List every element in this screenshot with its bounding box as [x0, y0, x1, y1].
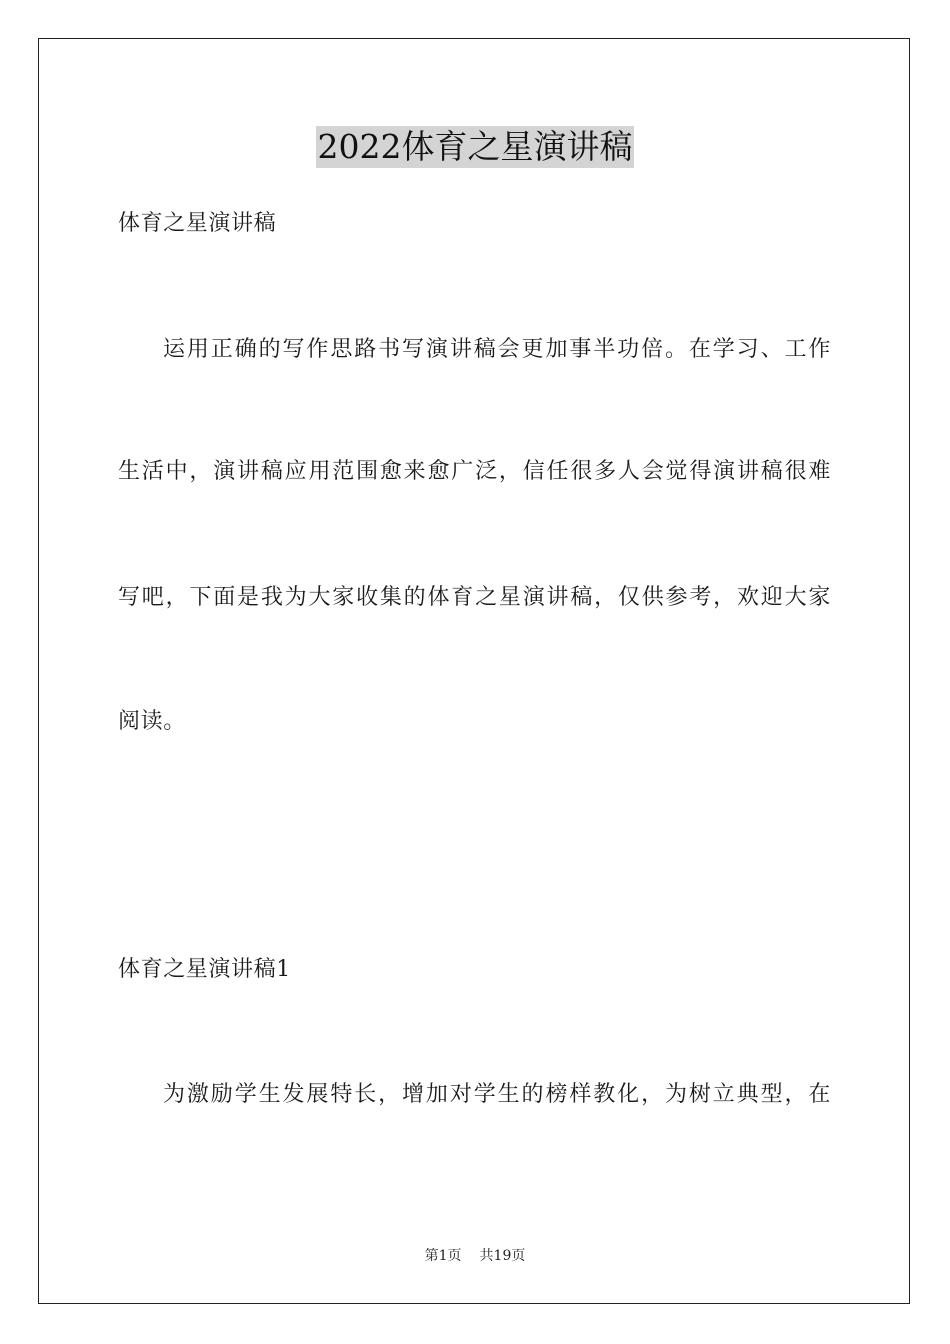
page-total: 共19页 [479, 1248, 526, 1264]
document-title: 2022体育之星演讲稿 [317, 127, 633, 166]
intro-line-3: 写吧，下面是我为大家收集的体育之星演讲稿，仅供参考，欢迎大家 [118, 585, 831, 610]
intro-line-1: 运用正确的写作思路书写演讲稿会更加事半功倍。在学习、工作 [163, 337, 831, 362]
section-line-1: 为激励学生发展特长，增加对学生的榜样教化，为树立典型，在 [163, 1082, 831, 1107]
title-container [0, 126, 950, 168]
page-number: 第1页 [424, 1248, 462, 1264]
intro-line-4: 阅读。 [118, 709, 186, 734]
intro-line-2: 生活中，演讲稿应用范围愈来愈广泛，信任很多人会觉得演讲稿很难 [118, 459, 831, 484]
page-footer [0, 1246, 950, 1266]
document-subtitle: 体育之星演讲稿 [118, 211, 277, 236]
section-heading: 体育之星演讲稿1 [118, 957, 291, 982]
